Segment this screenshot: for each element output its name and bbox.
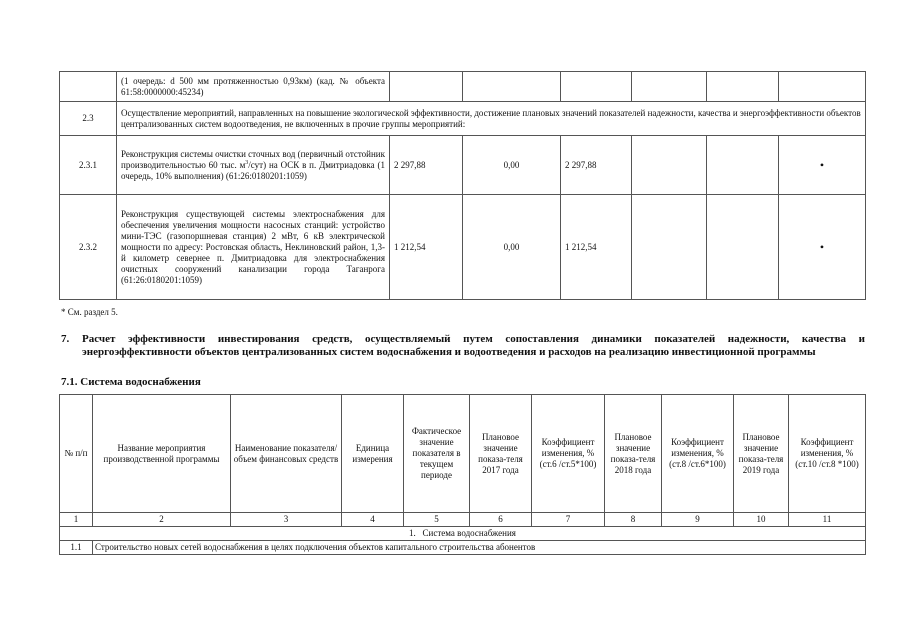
- column-header: Коэффициент изменения, % (ст.6 /ст.5*100): [532, 395, 605, 513]
- section-heading: [61, 333, 865, 359]
- row-number: 2.3.1: [60, 136, 117, 195]
- value-zero: 0,00: [463, 136, 561, 195]
- value-year: 2 297,88: [561, 136, 632, 195]
- column-number: 10: [734, 513, 789, 527]
- section-title: Расчет эффективности инвестирования средств, осуществляемый путем сопоставления динамики показателей надежности, качества и энергоэффективности объектов централизованных систем водоснабжения и водоотведения и расходов на реализацию инвестиционной программы: [82, 333, 865, 358]
- column-header: Наименование показателя/ объем финансовых средств: [231, 395, 342, 513]
- column-header: Плановое значение показа-теля 2019 года: [734, 395, 789, 513]
- row-number: 1.1: [60, 541, 93, 555]
- column-number: 6: [470, 513, 532, 527]
- column-number-row: [60, 513, 866, 527]
- investment-measures-table: [59, 71, 866, 300]
- footnote: * См. раздел 5.: [61, 307, 118, 317]
- measure-description: Реконструкция системы очистки сточных вод (первичный отстойник производительностью 60 тыс. $м^3/сут$) на ОСК в п. Дмитриадовка (1 очередь, 10% выполнения) (61:26:0180201:1059): [117, 136, 390, 195]
- value-year: 1 212,54: [561, 195, 632, 300]
- row-number: 2.3: [60, 102, 117, 136]
- column-number: 7: [532, 513, 605, 527]
- column-header: Фактическое значение показателя в текущем периоде: [404, 395, 470, 513]
- measure-description: Реконструкция существующей системы электроснабжения для обеспечения увеличения мощности насосных станций: устройство мини-ТЭС (газопоршневая станция) 2 мВт, 6 кВ электрической мощности по адресу: Ростовская область, Неклиновский район, 1,3-й километр севернее п. Дмитриадовка для электроснабжения очистных сооружений канализации города Таганрога (61:26:0180201:1059): [117, 195, 390, 300]
- value-zero: 0,00: [463, 195, 561, 300]
- subsection-heading: 7.1. Система водоснабжения: [61, 376, 201, 388]
- column-header: Единица измерения: [342, 395, 404, 513]
- column-header: Коэффициент изменения, % (ст.10 /ст.8 *100): [789, 395, 866, 513]
- column-number: 2: [93, 513, 231, 527]
- value-total: 1 212,54: [390, 195, 463, 300]
- water-supply-table: [59, 394, 866, 555]
- row-number: 2.3.2: [60, 195, 117, 300]
- bullet-mark: •: [779, 136, 866, 195]
- column-number: 8: [605, 513, 662, 527]
- column-header: № п/п: [60, 395, 93, 513]
- table-row: [60, 102, 866, 136]
- table-row: [60, 72, 866, 102]
- section-number: 7.: [61, 333, 70, 345]
- row-number: [60, 72, 117, 102]
- table-row: [60, 195, 866, 300]
- column-number: 9: [662, 513, 734, 527]
- section-label: 1. Система водоснабжения: [60, 527, 866, 541]
- column-header: Плановое значение показа-теля 2017 года: [470, 395, 532, 513]
- column-header: Коэффициент изменения, % (ст.8 /ст.6*100): [662, 395, 734, 513]
- measure-description: Строительство новых сетей водоснабжения в целях подключения объектов капитального строительства абонентов: [93, 541, 866, 555]
- section-row: [60, 527, 866, 541]
- column-header: Плановое значение показа-теля 2018 года: [605, 395, 662, 513]
- column-header: Название мероприятия производственной программы: [93, 395, 231, 513]
- table-row: [60, 136, 866, 195]
- column-number: 3: [231, 513, 342, 527]
- section-description: Осуществление мероприятий, направленных на повышение экологической эффективности, достижение плановых значений показателей надежности, качества и энергоэффективности объектов централизованных систем водоотведения, не включенных в прочие группы мероприятий:: [117, 102, 866, 136]
- value-total: 2 297,88: [390, 136, 463, 195]
- table-row: [60, 541, 866, 555]
- bullet-mark: •: [779, 195, 866, 300]
- column-number: 4: [342, 513, 404, 527]
- measure-description: (1 очередь: d 500 мм протяженностью 0,93км) (кад. № объекта 61:58:0000000:45234): [117, 72, 390, 102]
- header-row: [60, 395, 866, 513]
- column-number: 5: [404, 513, 470, 527]
- column-number: 1: [60, 513, 93, 527]
- column-number: 11: [789, 513, 866, 527]
